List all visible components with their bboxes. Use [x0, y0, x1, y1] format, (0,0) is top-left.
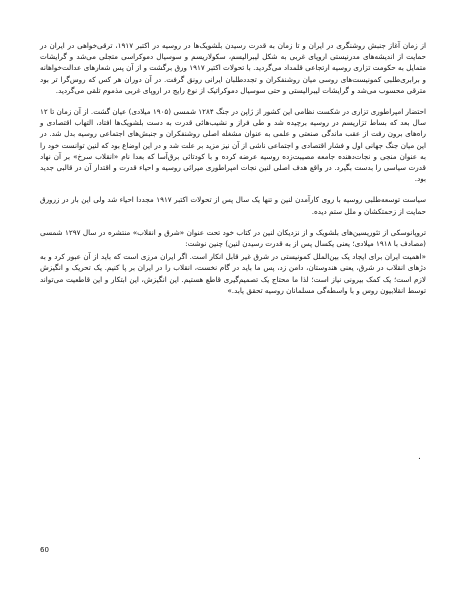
- body-text: [40, 40, 426, 306]
- paragraph-1: از زمان آغاز جنبش روشنگری در ایران و تا زمان به قدرت رسیدن بلشویک‌ها در روسیه در اکتبر ۱۹۱۷، ترقی‌خواهی در ایران در حمایت از اندیشه‌های مدرنیستی اروپای غربی به شکل لیبرالیسم، سکولاریسم و سوسیال دموکراسی متجلی می‌شد و گرایشات متمایل به حکومت تزاری روسیه ارتجاعی قلمداد می‌گردید. با تحولات اکتبر ۱۹۱۷ ورق برگشت و از آن پس شعارهای عدالت‌خواهانه و برابری‌طلبی کمونیست‌های روسی میان روشنفکران و تجددطلبان ایرانی رونق گرفت. در آن دوران هر کس که روس‌گرا تر بود مترقی محسوب می‌شد و گرایشات لیبرالیستی و حتی سوسیال دموکراتیک از نوع رایج در اروپای غربی مذموم تلقی می‌گردید.: [40, 41, 426, 95]
- stray-mark: .: [418, 452, 421, 462]
- page-number: 60: [40, 546, 49, 554]
- paragraph-2: احتضار امپراطوری تزاری در شکست نظامی این کشور از ژاپن در جنگ ۱۲۸۴ شمسی (۱۹۰۵ میلادی) عیان گشت. از آن زمان تا ۱۲ سال بعد که بساط تزاریسم در روسیه برچیده شد و طی فراز و نشیب‌هائی قدرت به دست بلشویک‌ها افتاد، التهاب اقتصادی و راه‌های برون رفت از عقب ماندگی صنعتی و علمی به عنوان مشغله اصلی روشنفکران و جنبش‌های اجتماعی روسیه بدل شد. در این میان جنگ جهانی اول و فشار اقتصادی و اجتماعی ناشی از آن نیز مزید بر علت شد و در این اوضاع بود که لنین توانست خود را به عنوان منجی و نجات‌دهنده جامعه مصیبت‌زده روسیه عرضه کرده و با کودتائی برق‌آسا که بعدا نام «انقلاب سرخ» بر آن نهاد قدرت سیاسی را بدست بگیرد. در واقع هدف اصلی لنین نجات امپراطوری میراثی روسیه و احیاء قدرت و اقتدار آن در قالبی جدید بود.: [40, 107, 426, 184]
- quotation-paragraph: «اهمیت ایران برای ایجاد یک بین‌الملل کمونیستی در شرق غیر قابل انکار است. اگر ایران مرزی است که باید از آن عبور کرد و به دژهای انقلاب در شرق، یعنی هندوستان، دامن زد، پس ما باید در گام نخست، انقلاب را در ایران بر پا کنیم. یک تحریک و انگیزش لازم است؛ یک کمک بیرونی نیاز است؛ لذا ما محتاج یک تصمیم‌گیری قاطع هستیم. این انگیزش، این ابتکار و این قاطعیت می‌تواند توسط انقلابیون روس و با واسطه‌گی مسلمانان روسیه تحقق یابد.»: [40, 252, 426, 295]
- paragraph-3: سیاست توسعه‌طلبی روسیه با روی کارآمدن لنین و تنها یک سال پس از تحولات اکتبر ۱۹۱۷ مجددا احیاء شد ولی این بار در زرورق حمایت از زحمتکشان و ملل ستم دیده.: [40, 195, 427, 216]
- paragraph-4: تروپانوسکی از تئوریسین‌های بلشویک و از نزدیکان لنین در کتاب خود تحت عنوان «شرق و انقلاب» منتشره در سال ۱۲۹۷ شمسی (مصادف با ۱۹۱۸ میلادی؛ یعنی یکسال پس از به قدرت رسیدن لنین) چنین نوشت:: [40, 227, 426, 249]
